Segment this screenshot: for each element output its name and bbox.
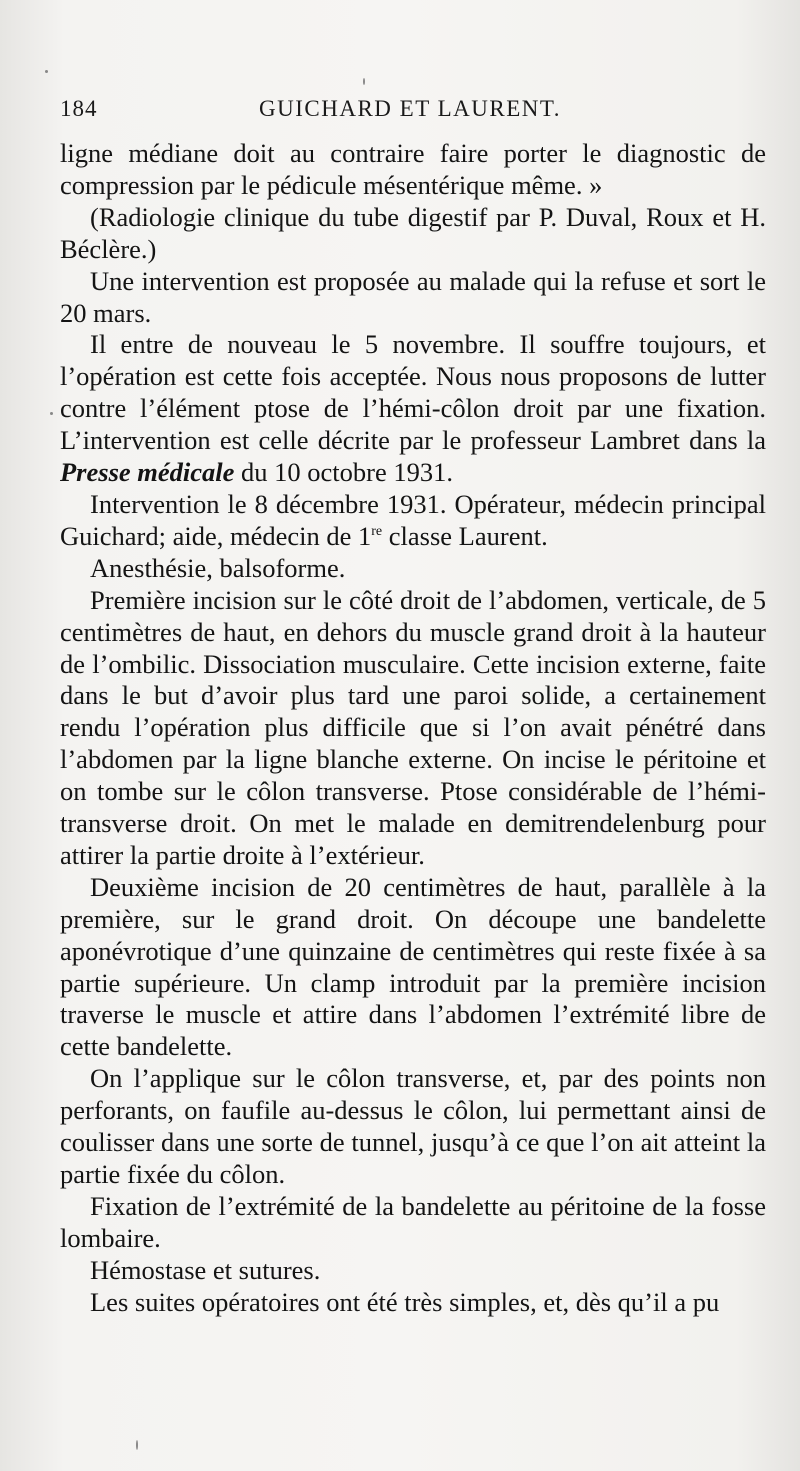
paragraph-1: ligne médiane doit au contraire faire porter le diagnostic de compression par le pédicule mésentérique même. » bbox=[60, 138, 766, 200]
ordinal-superscript: re bbox=[371, 523, 383, 539]
scan-speck bbox=[45, 70, 48, 73]
page-header bbox=[60, 96, 760, 126]
body-text bbox=[60, 138, 766, 1319]
paragraph-4-end: du 10 octobre 1931. bbox=[241, 457, 453, 488]
paragraph-10: Fixation de l’extrémité de la bandelette au péritoine de la fosse lombaire. bbox=[60, 1190, 766, 1253]
paragraph-8: Deuxième incision de 20 centimètres de haut, parallèle à la première, sur le grand droit. On découpe une bandelette aponévrotique d’une quinzaine de centimètres qui reste fixée à sa partie supérieure. Un clamp introduit par la première incision traverse le muscle et attire dans l’abdomen l’extrémité libre de cette bandelette. bbox=[60, 871, 766, 1062]
paragraph-11: Hémostase et sutures. bbox=[90, 1254, 321, 1285]
paragraph-3: Une intervention est proposée au malade qui la refuse et sort le 20 mars. bbox=[60, 265, 766, 328]
paragraph-5-end: classe Laurent. bbox=[388, 520, 548, 551]
running-head: GUICHARD ET LAURENT. bbox=[259, 96, 561, 121]
scan-speck bbox=[136, 1440, 138, 1450]
scan-speck bbox=[363, 78, 365, 85]
paragraph-4 bbox=[60, 329, 766, 489]
journal-title: Presse médicale bbox=[60, 457, 235, 488]
paragraph-2: (Radiologie clinique du tube digestif par P. Duval, Roux et H. Béclère.) bbox=[60, 201, 766, 264]
page-number: 184 bbox=[60, 96, 98, 121]
paragraph-7: Première incision sur le côté droit de l’abdomen, verticale, de 5 centimètres de haut, en dehors du muscle grand droit à la hauteur de l’ombilic. Dissociation musculaire. Cette incision externe, faite dans le but d’avoir plus tard une paroi solide, a certainement rendu l’opération plus difficile que si l’on avait pénétré dans l’abdomen par la ligne blanche externe. On incise le péritoine et on tombe sur le côlon transverse. Ptose considérable de l’hémi-transverse droit. On met le malade en demitrendelenburg pour attirer la partie droite à l’extérieur. bbox=[60, 584, 766, 870]
paragraph-6: Anesthésie, balsoforme. bbox=[90, 552, 346, 583]
paragraph-5-text: Intervention le 8 décembre 1931. Opérateur, médecin principal Guichard; aide, médecin de 1 bbox=[60, 488, 766, 551]
scan-speck bbox=[50, 412, 53, 415]
paragraph-4-text: Il entre de nouveau le 5 novembre. Il souffre toujours, et l’opération est cette fois acceptée. Nous nous proposons de lutter contre l’élément ptose de l’hémi-côlon droit par une fixation. L’intervention est celle décrite par le professeur Lambret dans la bbox=[60, 329, 766, 456]
paragraph-12: Les suites opératoires ont été très simples, et, dès qu’il a pu bbox=[90, 1286, 720, 1317]
paragraph-5 bbox=[60, 489, 766, 553]
paragraph-9: On l’applique sur le côlon transverse, et, par des points non perforants, on faufile au-dessus le côlon, lui permettant ainsi de coulisser dans une sorte de tunnel, jusqu’à ce que l’on ait atteint la partie fixée du côlon. bbox=[60, 1063, 766, 1189]
